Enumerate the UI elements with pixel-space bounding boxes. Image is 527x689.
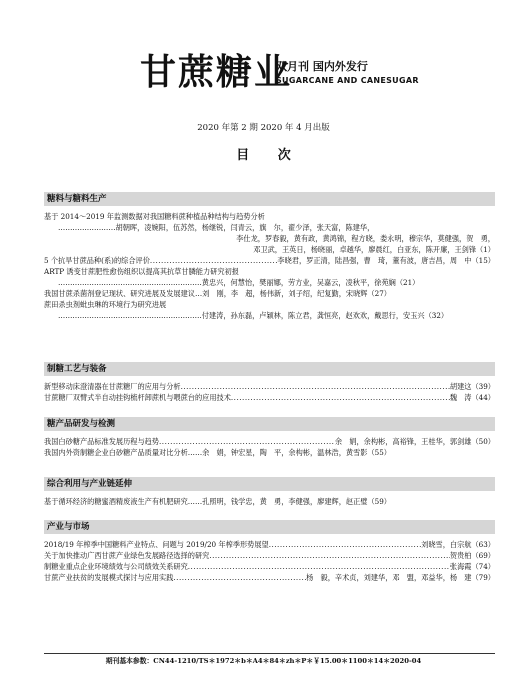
leader-dots xyxy=(231,392,450,403)
toc-entry-line xyxy=(44,381,495,392)
toc-entry-title: 基于 2014～2019 年监测数据对我国糖料蔗种植品种结构与趋势分析 xyxy=(44,212,265,221)
toc-entry-authors-line: ……………………………………………………黄忠兴，何慧怡，樊丽娜，劳方业，吴嘉云，凌秋平，徐苑娴（21） xyxy=(58,278,420,287)
toc-entry-authors-line: ……………………………………………………付建涛，孙东磊，卢颖林，陈立君，龚恒亮，赵欢欢，戴思行，安玉兴（32） xyxy=(58,311,449,320)
toc-entry-title: 5 个抗旱甘蔗品种(系)的综合评价 xyxy=(44,256,150,265)
toc-entry-line xyxy=(44,266,495,277)
toc-entry-title: 蔗田杀虫剂蚍虫琳的环境行为研究进展 xyxy=(44,300,167,309)
toc-entry-title: 关于加快推动广西甘蔗产业绿色发展路径选择的研究 xyxy=(44,551,210,560)
toc-entry-authors-line: 邓卫武，王英日，杨晓丽，卓越华，廖晨红，白亚东，陈开廉，王剑锋（1） xyxy=(253,245,495,254)
section-header: 综合利用与产业链延伸 xyxy=(44,477,495,491)
journal-parameters: 期刊基本参数：CN44-1210/TS＊1972＊b＊A4＊84＊zh＊P＊￥15.00＊1100＊14＊2020-04 xyxy=(105,657,422,665)
toc-entry[interactable] xyxy=(44,299,495,321)
toc-entry-title: 甘蔗产业扶贫的发展模式探讨与应用实践 xyxy=(44,573,174,582)
toc-entry-line xyxy=(44,255,495,266)
toc-entry-authors-line: 李仕龙，罗春毅，黄有政，黄鸿锦，程方晓，娄永明，穆宗华，莫健强，贺 勇， xyxy=(236,234,495,243)
section-header: 制糖工艺与装备 xyxy=(44,362,495,376)
toc-entry[interactable] xyxy=(44,550,495,561)
section-header: 产业与市场 xyxy=(44,520,495,534)
leader-dots xyxy=(181,381,450,392)
section-header: 糖料与糖料生产 xyxy=(44,192,495,206)
leader-dots xyxy=(150,255,278,266)
toc-section xyxy=(44,477,495,507)
toc-entry-line xyxy=(44,392,495,403)
toc-entry-line xyxy=(44,299,495,310)
leader-dots xyxy=(173,572,306,583)
toc-entry-title: 我国白砂糖产品标准发展历程与趋势 xyxy=(44,437,160,446)
footer-divider xyxy=(44,653,495,654)
masthead xyxy=(0,50,527,100)
toc-entry-authors-page: 杨 毅，辛术贞，刘建华，邓 盟，邓益华，杨 建（79） xyxy=(306,573,495,582)
toc-section xyxy=(44,192,495,321)
issue-info: 2020 年第 2 期 2020 年 4 月出版 xyxy=(197,123,330,133)
toc-entry[interactable] xyxy=(44,288,495,299)
toc-entry-authors-page: 刘晓雪，白宗航（63） xyxy=(421,540,495,549)
toc-entry[interactable] xyxy=(44,392,495,403)
toc-entry[interactable] xyxy=(44,561,495,572)
toc-entry-line xyxy=(44,288,495,299)
toc-entry[interactable] xyxy=(44,266,495,288)
leader-dots xyxy=(188,561,450,572)
toc-entry-authors-page: 张海霞（74） xyxy=(449,562,495,571)
toc-entry[interactable] xyxy=(44,539,495,550)
leader-dots xyxy=(269,539,421,550)
toc-entry-title: 我国甘蔗杀菌剂登记现状、研究进展及发展建议…刘 刚，李 超，杨伟新，刘子绍，纪复勤，宋晓辉（27） xyxy=(44,289,391,298)
toc-entry[interactable] xyxy=(44,572,495,583)
leader-dots xyxy=(159,436,335,447)
toc-entry[interactable] xyxy=(44,496,495,507)
toc-section xyxy=(44,520,495,583)
toc-section xyxy=(44,362,495,403)
toc-entry-authors-page: 贺贵柏（69） xyxy=(449,551,495,560)
toc-entry[interactable] xyxy=(44,211,495,255)
toc-section xyxy=(44,417,495,458)
toc-entry-line xyxy=(44,447,495,458)
journal-frequency: 双月刊 国内外发行 xyxy=(276,60,368,73)
toc-entry-title: 新型移动床澄清器在甘蔗糖厂的应用与分析 xyxy=(44,382,181,391)
toc-title: 目 次 xyxy=(236,148,303,163)
toc-entry-line xyxy=(44,211,495,222)
toc-entry-line xyxy=(44,561,495,572)
toc-entry-authors-page: 胡建这（39） xyxy=(449,382,495,391)
toc-entry-title: 制糖业重点企业环境绩效与公司绩效关系研究 xyxy=(44,562,188,571)
toc-entry-line xyxy=(44,496,495,507)
section-header: 糖产品研发与检测 xyxy=(44,417,495,431)
toc-entry-authors-page: 李晓君，罗正清，陆昌强，曹 琦，董有波，唐吉昌，周 中（15） xyxy=(277,256,495,265)
toc-entry-authors-line: ……………………胡朝晖，凌婉阳，伍苏然，杨继锐，闫青云，旗 尔，翟少泽，张天富，陈建华， xyxy=(58,223,375,232)
toc-entry-line xyxy=(44,436,495,447)
leader-dots xyxy=(209,550,450,561)
toc-entry-title: 甘蔗糖厂双臂式半自动挂钩梳杆卸蔗机与喂蔗台的应用技术 xyxy=(44,393,231,402)
toc-entry-authors-page: 魏 涛（44） xyxy=(449,393,495,402)
toc-entry[interactable] xyxy=(44,447,495,458)
journal-english-title: SUGARCANE AND CANESUGAR xyxy=(276,76,419,85)
toc-entry-title: 2018/19 年榨季中国糖料产业特点、问题与 2019/20 年榨季形势展望 xyxy=(44,540,269,549)
toc-entry[interactable] xyxy=(44,255,495,266)
toc-entry-line xyxy=(44,550,495,561)
toc-entry[interactable] xyxy=(44,381,495,392)
toc-entry-line xyxy=(44,572,495,583)
journal-title: 甘蔗糖业 xyxy=(140,51,293,93)
toc-entry[interactable] xyxy=(44,436,495,447)
toc-entry-authors-page: 余 娟，余构彬，高裕锋，王桂华，郭剑雄（50） xyxy=(334,437,495,446)
toc-entry-title: 我国内外资制糖企业白砂糖产品质量对比分析……余 娟，钟宏星，陶 平，余构彬，温林浩，黄雪影（55） xyxy=(44,448,391,457)
toc-entry-line xyxy=(44,539,495,550)
toc-entry-title: 基于循环经济的糖蜜酒精废液生产有机肥研究……孔照明，钱学忠，黄 勇，李健强，廖建辉，赵正璧（59） xyxy=(44,497,391,506)
toc-entry-title: ARTP 诱变甘蔗肥性愈伤组织以提高其抗草甘膦能力研究初报 xyxy=(44,267,239,276)
